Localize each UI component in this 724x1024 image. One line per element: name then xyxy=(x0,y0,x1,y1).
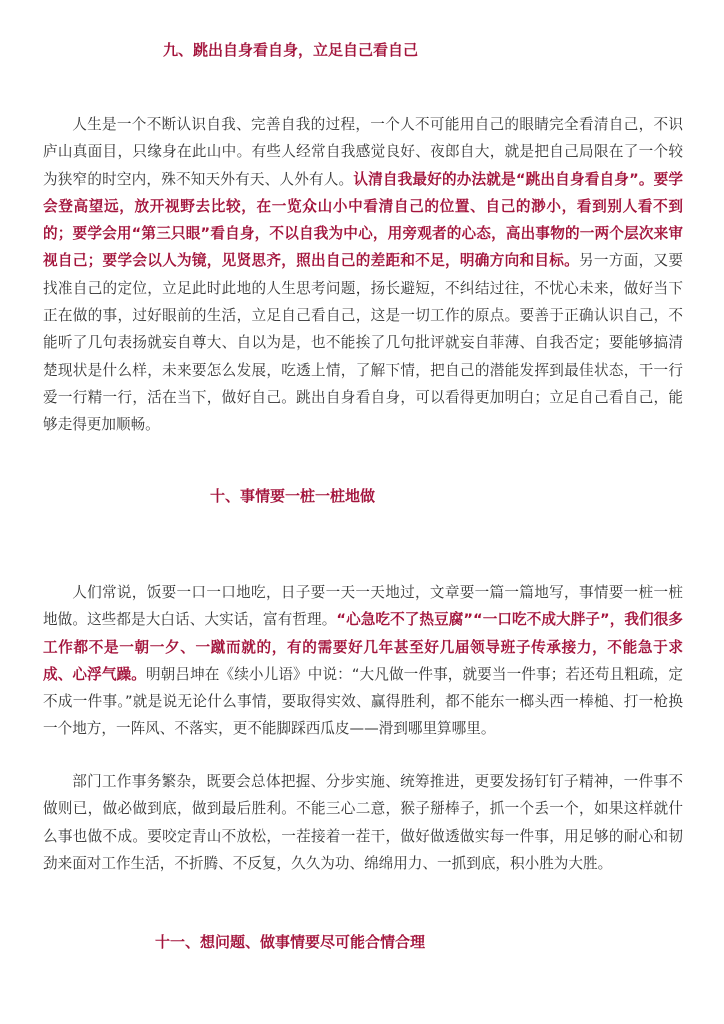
text-run: 人生是一个不断认识自我、完善自我的过程，一个人不可能用自己的眼睛完全看清自己，不识庐山真面目，只缘身在此山中。有些人经常自我感觉良好、夜郎自大，就是把自己局限在了一个较为狭窄的时空内，殊不知天外有天、人外有人。 xyxy=(43,116,683,188)
section-heading-9: 九、跳出自身看自身，立足自己看自己 xyxy=(163,41,419,59)
section-heading-10: 十、事情要一桩一桩地做 xyxy=(210,487,376,505)
section-heading-11: 十一、想问题、做事情要尽可能合情合理 xyxy=(155,933,426,951)
highlighted-text-run: 认清自我最好的办法就是“跳出自身看自身”。要学会登高望远，放开视野去比较，在一览众山小中看清自己的位置、自己的渺小，看到别人看不到的；要学会用“第三只眼”看自身，不以自我为中心，用旁观者的心态，高出事物的一两个层次来审视自己；要学会以人为镜，见贤思齐，照出自己的差距和不足，明确方向和目标。 xyxy=(43,170,683,270)
paragraph-9-1 xyxy=(43,111,683,439)
text-run: 明朝吕坤在《续小儿语》中说：“大凡做一件事，就要当一件事；若还苟且粗疏，定不成一件事。”就是说无论什么事情，要取得实效、赢得胜利，都不能东一榔头西一棒槌、打一枪换一个地方，一阵风、不落实，更不能脚踩西瓜皮——滑到哪里算哪里。 xyxy=(43,665,683,738)
paragraph-10-2 xyxy=(43,768,683,877)
text-run: 另一方面，又要找准自己的定位，立足此时此地的人生思考问题，扬长避短，不纠结过往，不忧心未来，做好当下正在做的事，过好眼前的生活，立足自己看自己，这是一切工作的原点。要善于正确认识自己，不能听了几句表扬就妄自尊大、自以为是，也不能挨了几句批评就妄自菲薄、自我否定；要能够搞清楚现状是什么样，未来要怎么发展，吃透上情，了解下情，把自己的潜能发挥到最佳状态，干一行爱一行精一行，活在当下，做好自己。跳出自身看自身，可以看得更加明白；立足自己看自己，能够走得更加顺畅。 xyxy=(43,252,683,434)
highlighted-text-run: “心急吃不了热豆腐”“一口吃不成大胖子”，我们很多工作都不是一朝一夕、一蹴而就的，有的需要好几年甚至好几届领导班子传承接力，不能急于求成、心浮气躁。 xyxy=(43,611,683,683)
text-run: 部门工作事务繁杂，既要会总体把握、分步实施、统筹推进，更要发扬钉钉子精神，一件事不做则已，做必做到底，做到最后胜利。不能三心二意，猴子掰棒子，抓一个丢一个，如果这样就什么事也做不成。要咬定青山不放松，一茬接着一茬干，做好做透做实每一件事，用足够的耐心和韧劲来面对工作生活，不折腾、不反复，久久为功、绵绵用力、一抓到底，积小胜为大胜。 xyxy=(43,773,683,872)
text-run: 人们常说，饭要一口一口地吃，日子要一天一天地过，文章要一篇一篇地写，事情要一桩一桩地做。这些都是大白话、大实话，富有哲理。 xyxy=(43,584,683,629)
paragraph-10-1 xyxy=(43,579,683,743)
